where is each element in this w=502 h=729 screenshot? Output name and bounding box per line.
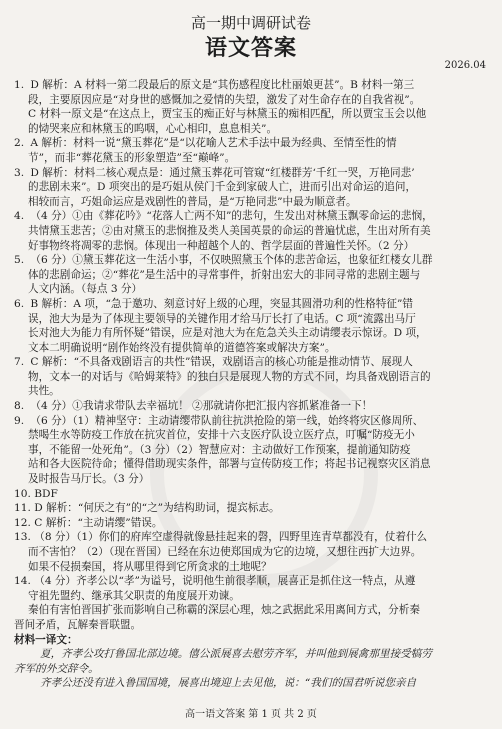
question-number: 14. — [14, 575, 31, 588]
answer-line — [14, 239, 490, 254]
answer-line — [14, 341, 490, 356]
question-number: 11. — [14, 502, 31, 515]
answer-line — [14, 93, 490, 108]
answer-text: BDF — [34, 487, 58, 500]
answer-text: 相较而言，巧姐命运应是戏剧性的普局，是“万艳同悲”中最为顺意者。 — [28, 195, 357, 208]
answer-line — [14, 107, 490, 122]
exam-title: 高一期中调研试卷 — [190, 14, 311, 32]
answer-text: 秦伯有害怕晋国扩张而影响自己称霸的深层心理，烛之武据此采用离间方式，分析秦 — [28, 604, 420, 617]
answer-text: 段，主要原因应是“对身世的感慨加之爱情的失望，激发了对生命存在的自我省视”。 — [28, 93, 421, 106]
answer-text: 共情黛玉悲苦；②由对黛玉的悲悯推及类人美国英景的命运的普遍忧虑，生出对所有美 — [28, 224, 431, 237]
answer-text: 及时报告马厅长。（3 分） — [28, 473, 150, 486]
answer-text: D 解析：A 材料一第二段最后的原文是“其伤感程度比杜丽娘更甚”。B 材料一第三 — [30, 79, 415, 91]
question-number: 4. — [14, 210, 25, 223]
answer-line — [14, 166, 490, 181]
answer-line — [14, 136, 490, 151]
answer-text: 的悲剧未来”。D 项突出的是巧姐从侯门千金到家破人亡，进而引出对命运的追问， — [28, 181, 417, 194]
answer-line — [14, 78, 490, 93]
answer-text: C 解析：“主动请缨”错误。 — [34, 516, 163, 529]
answer-text: 的恸哭来应和林黛玉的呜咽，心心相印，息息相关”。 — [28, 122, 278, 135]
answer-line — [14, 560, 490, 575]
answer-line — [14, 224, 490, 239]
answer-text: 禁喝生水等防疫工作放在抗灾首位，安排十六支医疗队设立医疗点，叮嘱“防疫无小 — [28, 429, 415, 442]
answer-text: 误，池大为是为了体现主要领导的关键作用才给马厅长打了电话。C 项“流露出马厅 — [28, 312, 416, 325]
answer-text: （4 分）①我请求带队去幸福坑！ ②那就请你把汇报内容抓紧准备一下！ — [30, 400, 373, 413]
question-number: 8. — [14, 400, 25, 413]
answer-text: C 材料一原文是“在这点上，贾宝玉的痴正好与林黛玉的痴相匹配，所以贾宝玉会以他 — [28, 108, 427, 121]
answer-text: 事，不能留一处死角”。（3 分）（2）智慧应对：主动做好工作预案，提前通知防疫 — [28, 443, 411, 456]
answer-text: 文本二明确说明“剧作始终没有提供简单的道德答案或解决方案”。 — [28, 341, 336, 354]
answer-line — [14, 487, 490, 502]
answer-line — [14, 414, 490, 429]
answer-line — [14, 195, 490, 210]
answer-line — [14, 312, 490, 327]
answer-line — [14, 633, 490, 648]
answer-line — [14, 326, 490, 341]
answer-line — [14, 516, 490, 531]
answer-line — [14, 122, 490, 137]
exam-date: 2026.04 — [444, 60, 486, 71]
answer-line — [14, 618, 490, 633]
answer-text: 材料一译文： — [14, 633, 78, 646]
answer-text: 节”，而非“葬花黛玉的形象塑造”至“巅峰”。 — [28, 151, 236, 164]
answer-line — [14, 282, 490, 297]
answer-line — [14, 151, 490, 166]
answer-line — [14, 574, 490, 589]
answer-line — [14, 399, 490, 414]
answer-line — [14, 428, 490, 443]
answer-line — [14, 472, 490, 487]
question-number: 5. — [14, 254, 25, 267]
answer-text: （6 分）①黛玉葬花这一生活小事，不仅映照黛玉个体的悲苦命运，也象征红楼女儿群 — [30, 254, 433, 267]
answer-text: 齐军的外交辞令。 — [14, 662, 99, 675]
answer-text: D 解析：“何厌之有”的“之”为结构助词，提宾标志。 — [34, 502, 280, 515]
answer-line — [14, 253, 490, 268]
answer-line — [14, 530, 490, 545]
answer-line — [14, 384, 490, 399]
answer-line — [14, 355, 490, 370]
question-number: 13. — [14, 531, 31, 544]
answer-text: （4 分）①由《葬花吟》“花落人亡两不知”的悲句，生发出对林黛玉飘零命运的悲悯， — [30, 210, 433, 223]
question-number: 7. — [14, 356, 25, 369]
answer-text: 夏，齐孝公攻打鲁国北部边境。僖公派展喜去慰劳齐军，并叫他到展禽那里接受犒劳 — [40, 648, 432, 661]
answer-line — [14, 676, 490, 691]
answer-text: 而不害怕？（2）（现在晋国）已经在东边使郑国成为它的边境，又想往西扩大边界。 — [28, 546, 422, 558]
answer-line — [14, 268, 490, 283]
question-number: 12. — [14, 516, 31, 529]
answer-text: D 解析：材料二核心观点是：通过黛玉葬花可管窥“红楼群芳‘千红一哭，万艳同悲’ — [30, 166, 415, 179]
answer-text: 好事物终将凋零的悲悯。体现出一种超越个人的、哲学层面的普遍性关怀。（2 分） — [28, 239, 415, 252]
answer-text: C 解析：“不具备戏剧语言的共性”错误，戏剧语言的核心功能是推动情节、展现人 — [30, 356, 413, 369]
answer-line — [14, 457, 490, 472]
answer-line — [14, 662, 490, 677]
answer-text: 如果不侵损秦国，将从哪里得到它所贪求的土地呢？ — [28, 560, 272, 573]
answer-text: （8 分）（1）你们的府库空虚得就像悬挂起来的磬，四野里连青草都没有，仗着什么 — [34, 531, 428, 544]
answer-text: A 解析：材料一说“黛玉葬花”是“以花喻人艺术手法中最为经典、至情至性的情 — [30, 137, 397, 150]
answer-text: 晋间矛盾，瓦解秦晋联盟。 — [14, 618, 142, 631]
question-number: 9. — [14, 414, 25, 427]
answer-line — [14, 589, 490, 604]
answer-text: 齐孝公还没有进入鲁国国境，展喜出境迎上去见他，说：“我们的国君听说您亲自 — [40, 677, 417, 690]
answer-text: 长对池大为能力有所怀疑”错误，应是对池大为在危急关头主动请缨表示惊讶。D 项， — [28, 327, 427, 340]
answer-line — [14, 370, 490, 385]
answer-line — [14, 180, 490, 195]
answer-line — [14, 209, 490, 224]
answer-title: 语文答案 — [204, 35, 297, 61]
answer-text: B 解析：A 项，“急于邀功、刻意讨好上级的心理，突显其圆滑功利的性格特征”错 — [30, 297, 413, 310]
answer-text: 体的悲剧命运；②“葬花”是生活中的寻常事件，折射出宏大的非同寻常的悲剧主题与 — [28, 268, 421, 281]
answer-text: 物，文本一的对话与《哈姆莱特》的独白只是展现人物的方式不同，均具备戏剧语言的 — [28, 370, 431, 383]
answer-text: 共性。 — [28, 385, 60, 398]
question-number: 2. — [14, 137, 25, 150]
question-number: 6. — [14, 297, 25, 310]
answer-line — [14, 545, 490, 560]
answer-text: （4 分）齐孝公以“孝”为谥号，说明他生前很孝顺，展喜正是抓住这一特点，从遵 — [34, 575, 416, 588]
question-number: 1. — [14, 79, 25, 91]
answer-text: 守祖先盟约、继承其父职责的角度展开劝谏。 — [28, 589, 240, 602]
answer-text: 人文内涵。（每点 3 分） — [28, 283, 143, 296]
answer-line — [14, 443, 490, 458]
answer-text: （6 分）（1）精神坚守：主动请缨带队前往抗洪抢险的第一线，始终将灾区修周所、 — [30, 414, 424, 427]
answer-text: 站和各大医院待命；懂得借助现实条件，部署与宣传防疫工作；将起书记视察灾区消息 — [28, 458, 431, 471]
answer-line — [14, 297, 490, 312]
answer-line — [14, 647, 490, 662]
question-number: 3. — [14, 166, 25, 179]
question-number: 10. — [14, 487, 31, 500]
page-footer: 高一语文答案 第 1 页 共 2 页 — [185, 709, 317, 720]
answer-body — [14, 78, 490, 691]
answer-line — [14, 501, 490, 516]
answer-line — [14, 603, 490, 618]
